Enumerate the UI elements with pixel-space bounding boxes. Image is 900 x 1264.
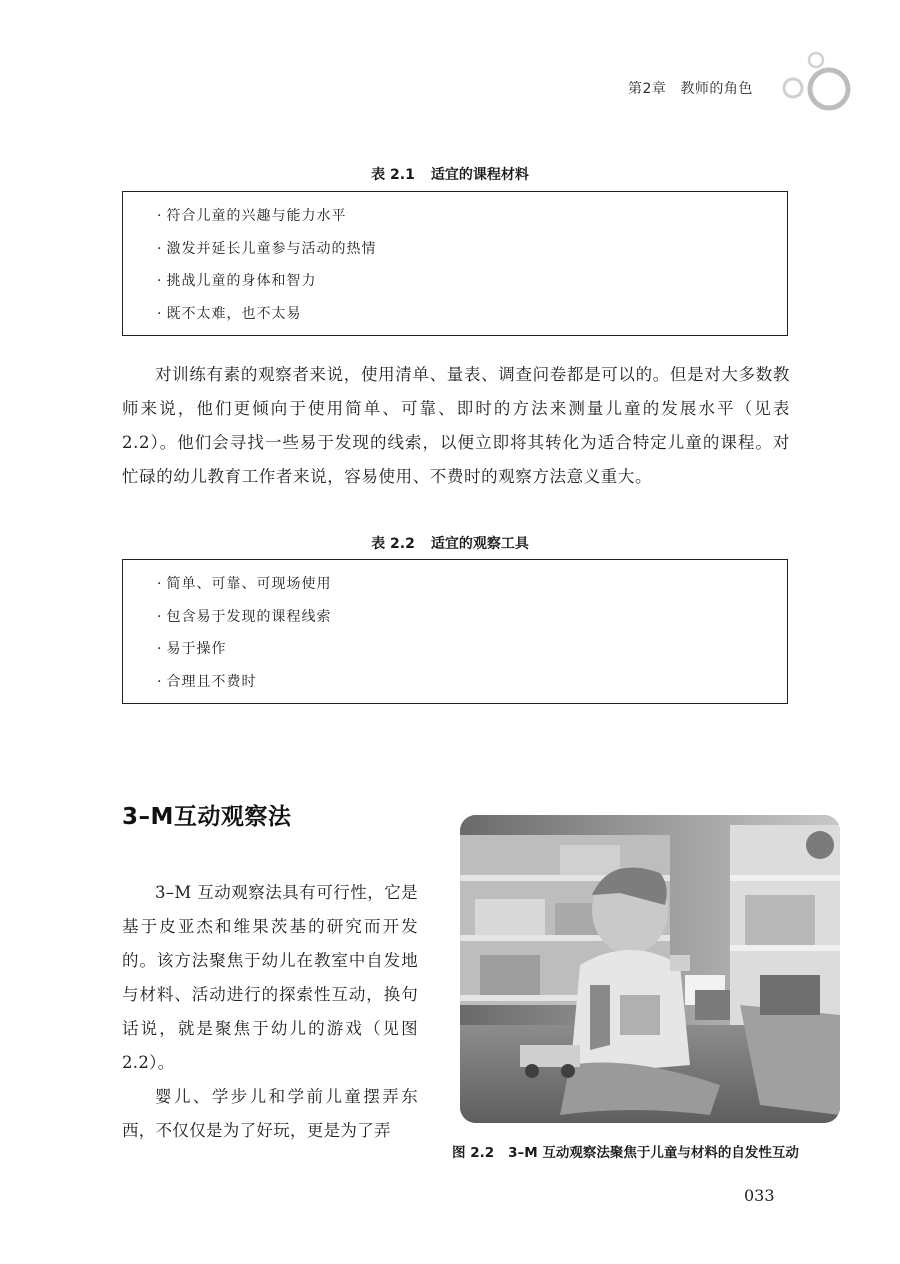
section-body [122,876,418,1148]
list-item: · 合理且不费时 [157,666,787,699]
section-paragraph-2: 婴儿、学步儿和学前儿童摆弄东西，不仅仅是为了好玩，更是为了弄 [122,1087,418,1140]
chapter-title: 教师的角色 [680,81,753,97]
table-2-2-title: 适宜的观察工具 [430,536,529,552]
body-paragraph [122,358,790,494]
table-2-1-caption [0,164,900,184]
list-item: · 易于操作 [157,633,787,666]
figure-caption-text: 3–M 互动观察法聚焦于儿童与材料的自发性互动 [508,1145,799,1161]
list-item: · 挑战儿童的身体和智力 [157,265,787,298]
table-2-2 [122,559,788,704]
list-item: · 既不太难，也不太易 [157,298,787,331]
figure-2-2-photo [460,815,840,1123]
list-item: · 包含易于发现的课程线索 [157,601,787,634]
page-number: 033 [744,1186,775,1205]
table-2-1 [122,191,788,336]
section-heading: 3–M互动观察法 [122,804,292,830]
table-2-2-caption [0,533,900,553]
list-item: · 符合儿童的兴趣与能力水平 [157,200,787,233]
list-item: · 简单、可靠、可现场使用 [157,568,787,601]
section-paragraph-1: 3–M 互动观察法具有可行性，它是基于皮亚杰和维果茨基的研究而开发的。该方法聚焦于幼儿在教室中自发地与材料、活动进行的探索性互动，换句话说，就是聚焦于幼儿的游戏（见图 2.2）。 [122,883,418,1072]
table-2-1-number: 表 2.1 [371,167,415,183]
table-2-1-title: 适宜的课程材料 [430,167,529,183]
chapter-number: 第2章 [628,81,667,97]
table-2-2-number: 表 2.2 [371,536,415,552]
decorative-circles-icon [776,48,856,112]
list-item: · 激发并延长儿童参与活动的热情 [157,233,787,266]
figure-2-2-caption [452,1141,852,1161]
paragraph-text: 对训练有素的观察者来说，使用清单、量表、调查问卷都是可以的。但是对大多数教师来说，他们更倾向于使用简单、可靠、即时的方法来测量儿童的发展水平（见表 2.2）。他们会寻找一些易于发现的线索，以便立即将其转化为适合特定儿童的课程。对忙碌的幼儿教育工作者来说，容易使用、不费时的观察方法意义重大。 [122,365,790,486]
figure-number: 图 2.2 [452,1145,495,1161]
running-header [628,78,767,98]
